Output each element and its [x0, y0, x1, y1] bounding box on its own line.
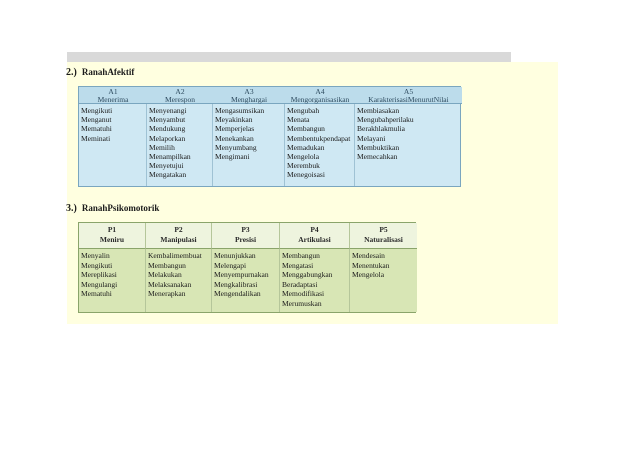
- table-cell: Menyambut: [149, 115, 186, 125]
- psikomotorik-column-p5: [350, 249, 417, 312]
- table-cell: Membangun: [148, 260, 186, 270]
- afektif-section-title: [66, 67, 134, 78]
- table-cell: Menampilkan: [149, 152, 191, 162]
- table-cell: Merumuskan: [282, 298, 322, 308]
- table-cell: Mengendalikan: [214, 289, 261, 298]
- psikomotorik-section-title: [66, 203, 159, 214]
- table-cell: Membiasakan: [357, 106, 400, 115]
- afektif-column-a3: [213, 104, 285, 186]
- afektif-header-a4: A4 Mengorganisasikan: [285, 87, 355, 104]
- table-cell: Menyumbang: [215, 142, 257, 152]
- table-cell: Menyalin: [81, 251, 110, 260]
- table-cell: Mengatasi: [282, 260, 314, 270]
- psikomotorik-header-p2: P2 Manipulasi: [146, 223, 212, 249]
- afektif-header-a2: A2 Merespon: [147, 87, 213, 104]
- table-cell: Menerapkan: [148, 289, 186, 298]
- afektif-column-a2: [147, 104, 213, 186]
- psikomotorik-column-p4: [280, 249, 350, 312]
- table-cell: Menyempurnakan: [214, 270, 269, 279]
- psikomotorik-header-p5: P5 Naturalisasi: [350, 223, 417, 249]
- table-cell: Mematuhi: [81, 124, 112, 134]
- table-cell: Mengikuti: [81, 106, 113, 115]
- table-cell: Mengelola: [352, 270, 385, 279]
- table-cell: Mematuhi: [81, 289, 112, 298]
- table-cell: Melengapi: [214, 260, 247, 270]
- table-cell: Menyenangi: [149, 106, 187, 115]
- psikomotorik-column-p3: [212, 249, 280, 312]
- table-cell: Melaksanakan: [148, 279, 192, 289]
- table-cell: Menata: [287, 115, 310, 125]
- table-cell: Mengubahperilaku: [357, 115, 414, 125]
- table-cell: Memadukan: [287, 142, 325, 152]
- table-cell: Membangun: [287, 124, 325, 134]
- table-cell: Mengatakan: [149, 170, 187, 180]
- section-number: 2.): [66, 67, 77, 78]
- table-cell: Menegoisasi: [287, 170, 325, 180]
- table-cell: Berakhlakmulia: [357, 124, 405, 134]
- afektif-header-a3: A3 Menghargai: [213, 87, 285, 104]
- section-title-text: RanahPsikomotorik: [81, 203, 160, 213]
- table-cell: Meyakinkan: [215, 115, 253, 125]
- psikomotorik-table: [78, 222, 416, 313]
- table-cell: Mengikuti: [81, 260, 113, 270]
- section-number: 3.): [66, 203, 77, 214]
- psikomotorik-column-p2: [146, 249, 212, 312]
- table-cell: Menggabungkan: [282, 270, 333, 279]
- top-divider-bar: [67, 52, 511, 62]
- table-cell: Mengubah: [287, 106, 320, 115]
- table-cell: Mengulangi: [81, 279, 118, 289]
- table-cell: Memecahkan: [357, 152, 398, 162]
- table-cell: Memperjelas: [215, 124, 255, 134]
- psikomotorik-header-p4: P4 Artikulasi: [280, 223, 350, 249]
- table-cell: Mengimani: [215, 152, 250, 162]
- table-cell: Menentukan: [352, 260, 390, 270]
- table-cell: Mereplikasi: [81, 270, 117, 279]
- table-cell: Membuktikan: [357, 142, 400, 152]
- psikomotorik-column-p1: [79, 249, 146, 312]
- table-cell: Mendesain: [352, 251, 385, 260]
- table-cell: Membentukpendapat: [287, 133, 351, 143]
- afektif-table: [78, 86, 461, 187]
- table-cell: Memilih: [149, 142, 175, 152]
- table-cell: Kembalimembuat: [148, 251, 202, 260]
- table-cell: Mendukung: [149, 124, 186, 134]
- table-cell: Beradaptasi: [282, 279, 318, 289]
- table-cell: Melaporkan: [149, 133, 186, 143]
- table-cell: Melayani: [357, 133, 386, 143]
- afektif-column-a4: [285, 104, 355, 186]
- table-cell: Menunjukkan: [214, 251, 256, 260]
- table-cell: Melakukan: [148, 270, 182, 279]
- psikomotorik-header-p1: P1 Meniru: [79, 223, 146, 249]
- afektif-header-a5: A5 KarakterisasiMenurutNilai: [355, 87, 462, 104]
- afektif-column-a5: [355, 104, 462, 186]
- table-cell: Mengelola: [287, 152, 320, 162]
- table-cell: Mengasumsikan: [215, 106, 265, 115]
- table-cell: Mengkalibrasi: [214, 279, 258, 289]
- table-cell: Merembuk: [287, 161, 320, 171]
- afektif-header-a1: A1 Menerima: [79, 87, 147, 104]
- table-cell: Menekankan: [215, 133, 254, 143]
- table-cell: Meminati: [81, 133, 111, 143]
- section-title-text: RanahAfektif: [81, 67, 135, 77]
- table-cell: Membangun: [282, 251, 320, 260]
- table-cell: Memodifikasi: [282, 289, 325, 298]
- table-cell: Menganut: [81, 115, 112, 125]
- table-cell: Menyetujui: [149, 161, 184, 171]
- psikomotorik-header-p3: P3 Presisi: [212, 223, 280, 249]
- afektif-column-a1: [79, 104, 147, 186]
